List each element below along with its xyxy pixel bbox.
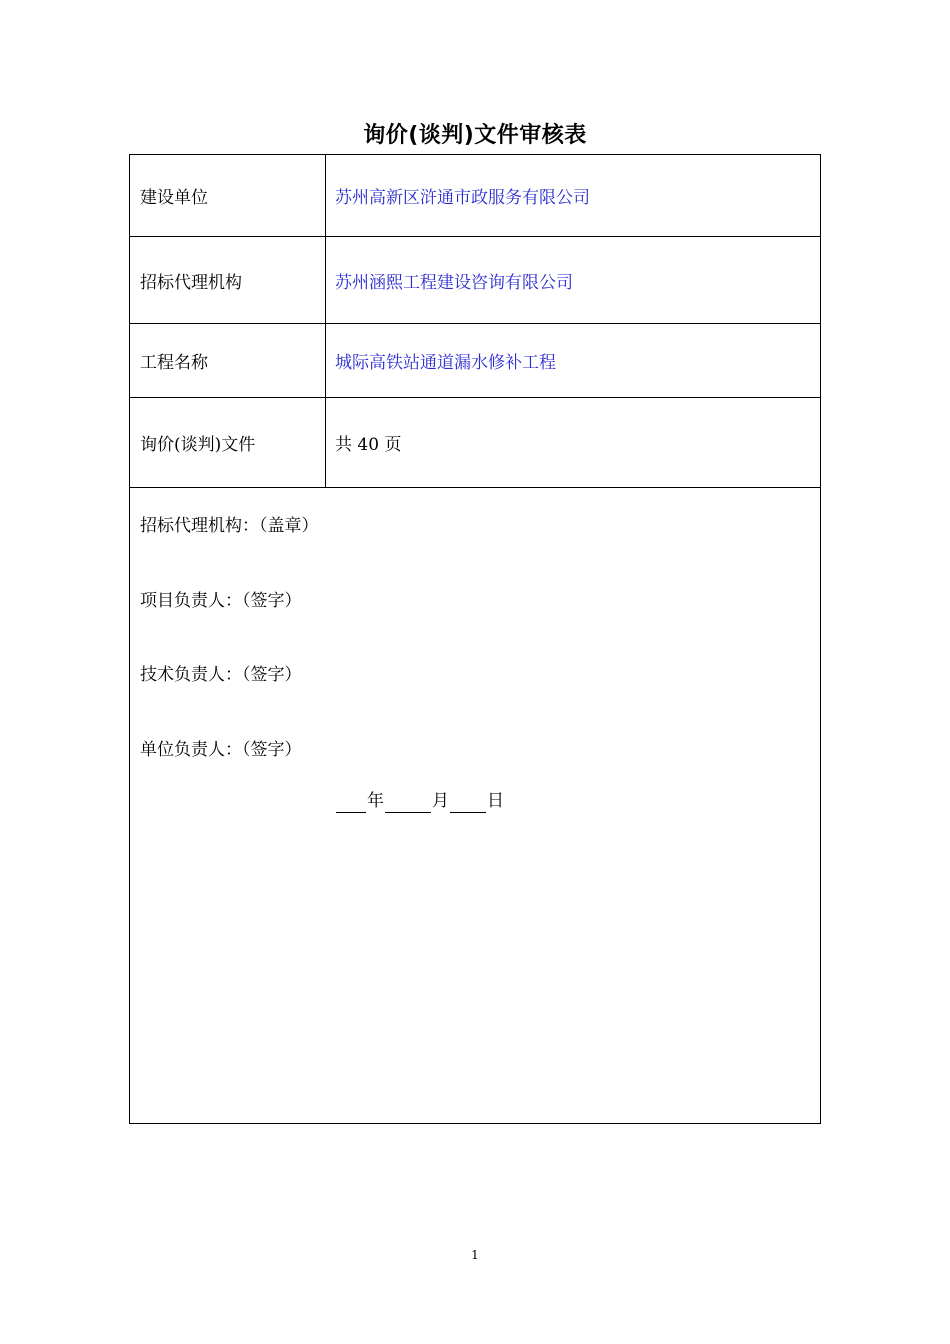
unit-leader-signature-line: 单位负责人：（签字） [140, 740, 302, 760]
inquiry-document-value: 共 40 页 [335, 435, 402, 455]
year-label: 年 [367, 791, 384, 811]
bidding-agency-label: 招标代理机构 [130, 237, 326, 323]
construction-unit-value: 苏州高新区浒通市政服务有限公司 [335, 188, 590, 208]
technical-leader-signature-line: 技术负责人：（签字） [140, 665, 302, 685]
day-blank [450, 792, 486, 813]
project-leader-signature-line: 项目负责人：（签字） [140, 591, 302, 611]
page-title: 询价(谈判)文件审核表 [363, 123, 587, 148]
page-number: 1 [471, 1248, 479, 1262]
month-blank [385, 792, 431, 813]
review-form-table [129, 154, 821, 1124]
table-row-project-name [130, 324, 820, 398]
project-name-label: 工程名称 [130, 324, 326, 397]
day-label: 日 [487, 791, 504, 811]
inquiry-document-label: 询价(谈判)文件 [130, 398, 326, 487]
date-line [335, 789, 504, 813]
signature-area [130, 488, 820, 1123]
month-label: 月 [432, 791, 449, 811]
bidding-agency-value: 苏州涵熙工程建设咨询有限公司 [335, 272, 573, 293]
agency-seal-line: 招标代理机构：（盖章） [140, 516, 319, 536]
table-row-inquiry-document [130, 398, 820, 488]
table-row-construction-unit [130, 155, 820, 237]
construction-unit-label: 建设单位 [130, 155, 326, 236]
year-blank [336, 792, 366, 813]
project-name-value: 城际高铁站通道漏水修补工程 [335, 353, 556, 373]
table-row-bidding-agency [130, 237, 820, 324]
